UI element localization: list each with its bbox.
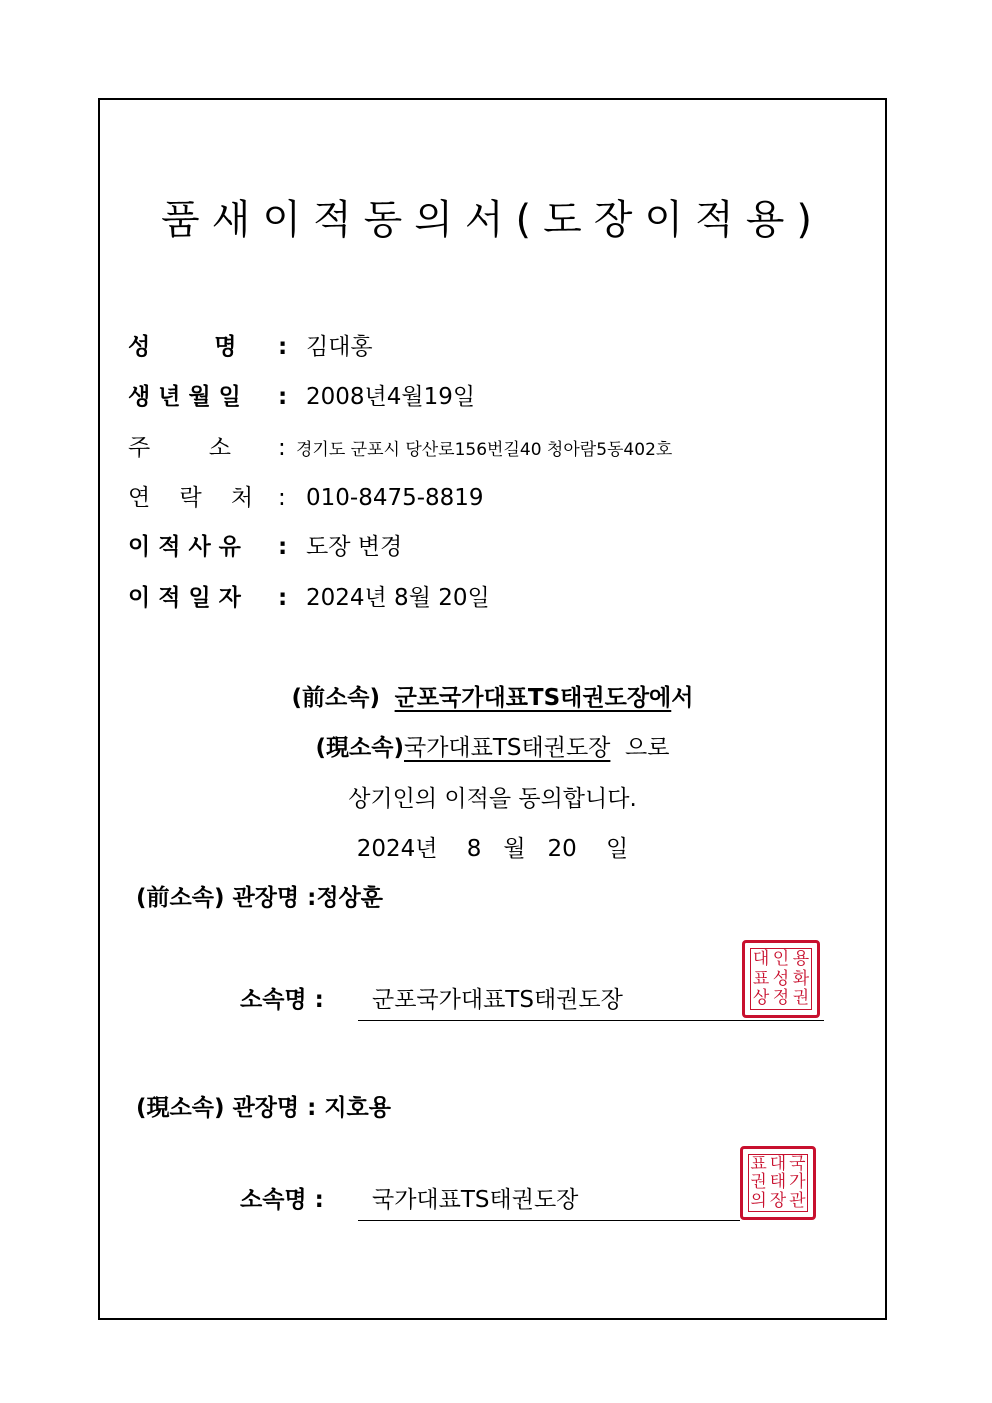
field-contact [128, 483, 484, 513]
field-address-label: 주 소 [128, 435, 231, 461]
field-name-colon: : [278, 334, 288, 360]
seal-glyph: 대 [769, 1153, 787, 1174]
field-address-colon: : [278, 435, 286, 461]
prev-org-underline [358, 1020, 824, 1021]
prev-org-name: 군포국가대표TS태권도장 [372, 987, 623, 1013]
prev-org-label: 소속명 : [240, 987, 324, 1013]
field-transfer-date [128, 583, 490, 613]
prev-dojang-name: 군포국가대표TS태권도장에 [394, 685, 672, 711]
field-transfer-reason-value: 도장 변경 [306, 534, 403, 560]
seal-glyph: 성 [772, 968, 790, 989]
curr-org-underline [358, 1220, 740, 1221]
curr-affiliation-line [98, 732, 887, 764]
seal-glyph: 용 [792, 948, 810, 969]
field-transfer-reason-label: 이 적 사 유 [128, 534, 241, 560]
field-birthdate-label: 생 년 월 일 [128, 384, 241, 410]
seal-glyph: 의 [750, 1191, 767, 1212]
seal-glyph: 상 [752, 988, 770, 1009]
consent-date: 2024년 8 월 20 일 [356, 836, 629, 862]
field-birthdate-value: 2008년4월19일 [306, 384, 476, 410]
prev-dojang-seal [742, 940, 820, 1018]
field-name-value: 김대홍 [306, 334, 373, 360]
seal-glyph: 태 [769, 1172, 787, 1193]
field-address [128, 433, 672, 463]
field-name-label: 성 명 [128, 334, 237, 360]
seal-glyph: 대 [752, 948, 770, 969]
field-birthdate [128, 382, 475, 412]
field-transfer-reason [128, 532, 402, 562]
seal-glyph: 관 [789, 1191, 806, 1212]
curr-affiliation-suffix: 으로 [625, 735, 670, 761]
consent-statement: 상기인의 이적을 동의합니다. [348, 786, 637, 812]
seal-glyph: 표 [752, 968, 770, 989]
curr-org-label: 소속명 : [240, 1187, 324, 1213]
curr-affiliation-prefix: (現소속) [315, 735, 404, 761]
document-title: 품새이적동의서(도장이적용) [161, 197, 824, 243]
field-transfer-date-label: 이 적 일 자 [128, 585, 241, 611]
seal-glyph: 화 [792, 968, 810, 989]
seal-glyph: 국 [789, 1153, 806, 1174]
seal-glyph: 권 [750, 1172, 767, 1193]
field-name [128, 332, 373, 362]
field-birthdate-colon: : [278, 384, 288, 410]
seal-glyph: 장 [769, 1191, 787, 1212]
curr-org-name: 국가대표TS태권도장 [372, 1187, 579, 1213]
prev-affiliation-line [98, 682, 887, 714]
field-contact-label: 연 락 처 [128, 485, 254, 511]
seal-glyph: 인 [772, 948, 790, 969]
curr-dojang-name: 국가대표TS태권도장 [404, 735, 611, 761]
seal-glyph: 표 [750, 1153, 767, 1174]
prev-affiliation-prefix: (前소속) [291, 685, 380, 711]
curr-dojang-seal [740, 1146, 816, 1220]
seal-glyph: 권 [792, 988, 810, 1009]
seal-glyph: 가 [789, 1172, 806, 1193]
field-transfer-date-value: 2024년 8월 20일 [306, 585, 490, 611]
field-transfer-date-colon: : [278, 585, 288, 611]
field-transfer-reason-colon: : [278, 534, 288, 560]
field-address-value: 경기도 군포시 당산로156번길40 청아람5동402호 [296, 440, 673, 460]
field-contact-colon: : [278, 485, 286, 511]
field-contact-value: 010-8475-8819 [306, 485, 484, 511]
prev-affiliation-suffix: 서 [671, 685, 694, 711]
prev-director-label: (前소속) 관장명 :정상훈 [136, 885, 383, 911]
curr-director-label: (現소속) 관장명 : 지호용 [136, 1095, 391, 1121]
seal-glyph: 정 [772, 988, 790, 1009]
